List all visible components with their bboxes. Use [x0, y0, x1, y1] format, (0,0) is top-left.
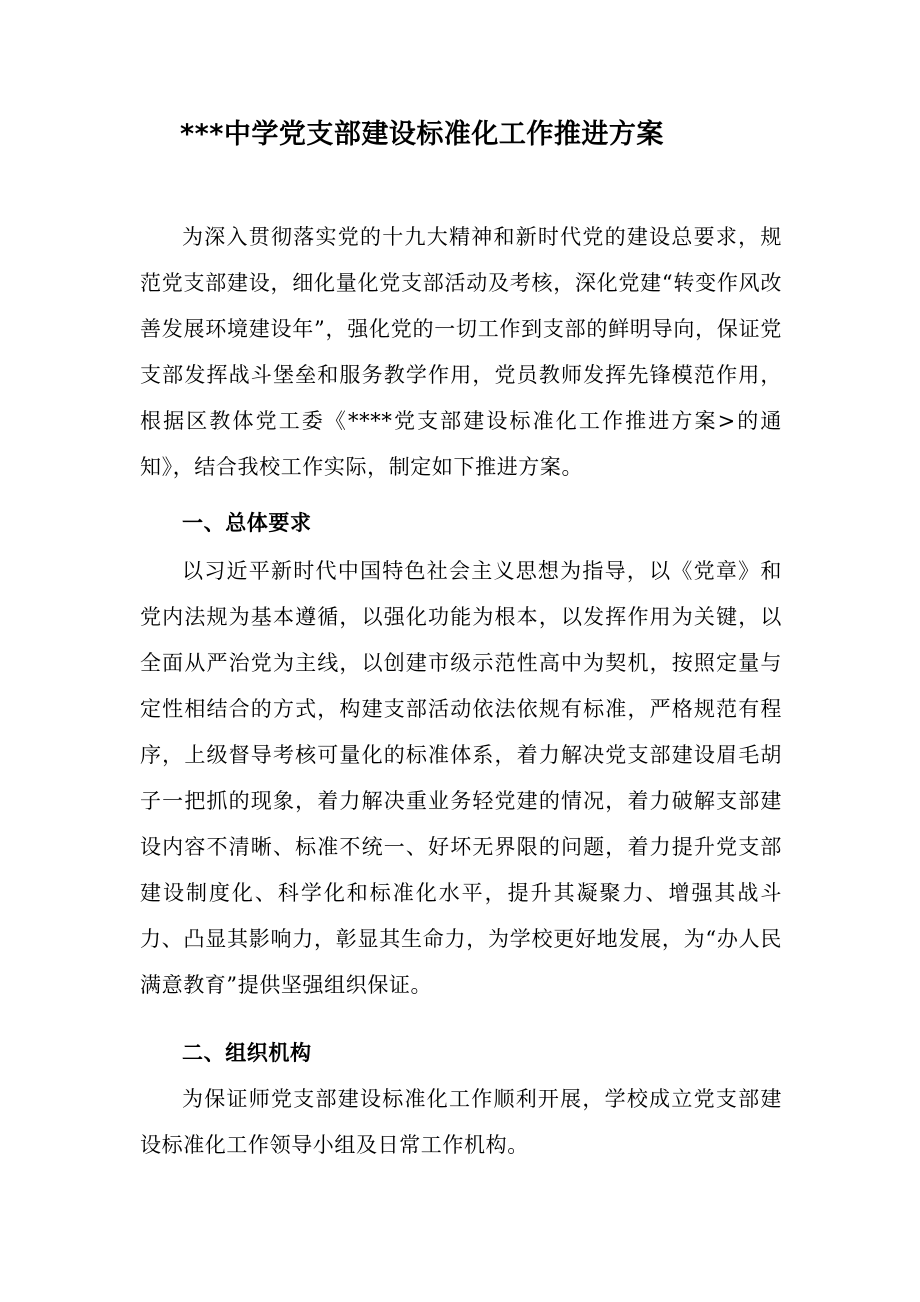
section-heading-general-requirements: 一、总体要求 [182, 511, 312, 535]
general-requirements-paragraph: 以习近平新时代中国特色社会主义思想为指导，以《党章》和党内法规为基本遵循，以强化功能为根本，以发挥作用为关键，以全面从严治党为主线，以创建市级示范性高中为契机，按照定量与定性相结合的方式，构建支部活动依法依规有标准，严格规范有程序，上级督导考核可量化的标准体系，着力解决党支部建设眉毛胡子一把抓的现象，着力解决重业务轻党建的情况，着力破解支部建设内容不清晰、标准不统一、好坏无界限的问题，着力提升党支部建设制度化、科学化和标准化水平，提升其凝聚力、增强其战斗力、凸显其影响力，彰显其生命力，为学校更好地发展，为“办人民满意教育”提供坚强组织保证。 [140, 559, 782, 997]
intro-paragraph: 为深入贯彻落实党的十九大精神和新时代党的建设总要求，规范党支部建设，细化量化党支部活动及考核，深化党建“转变作风改善发展环境建设年”，强化党的一切工作到支部的鲜明导向，保证党支部发挥战斗堡垒和服务教学作用，党员教师发挥先锋模范作用，根据区教体党工委《****党支部建设标准化工作推进方案>的通知》，结合我校工作实际，制定如下推进方案。 [140, 225, 782, 479]
section-heading-organization: 二、组织机构 [182, 1041, 312, 1065]
organization-paragraph: 为保证师党支部建设标准化工作顺利开展，学校成立党支部建设标准化工作领导小组及日常工作机构。 [140, 1087, 782, 1157]
document-title: ***中学党支部建设标准化工作推进方案 [180, 119, 664, 150]
